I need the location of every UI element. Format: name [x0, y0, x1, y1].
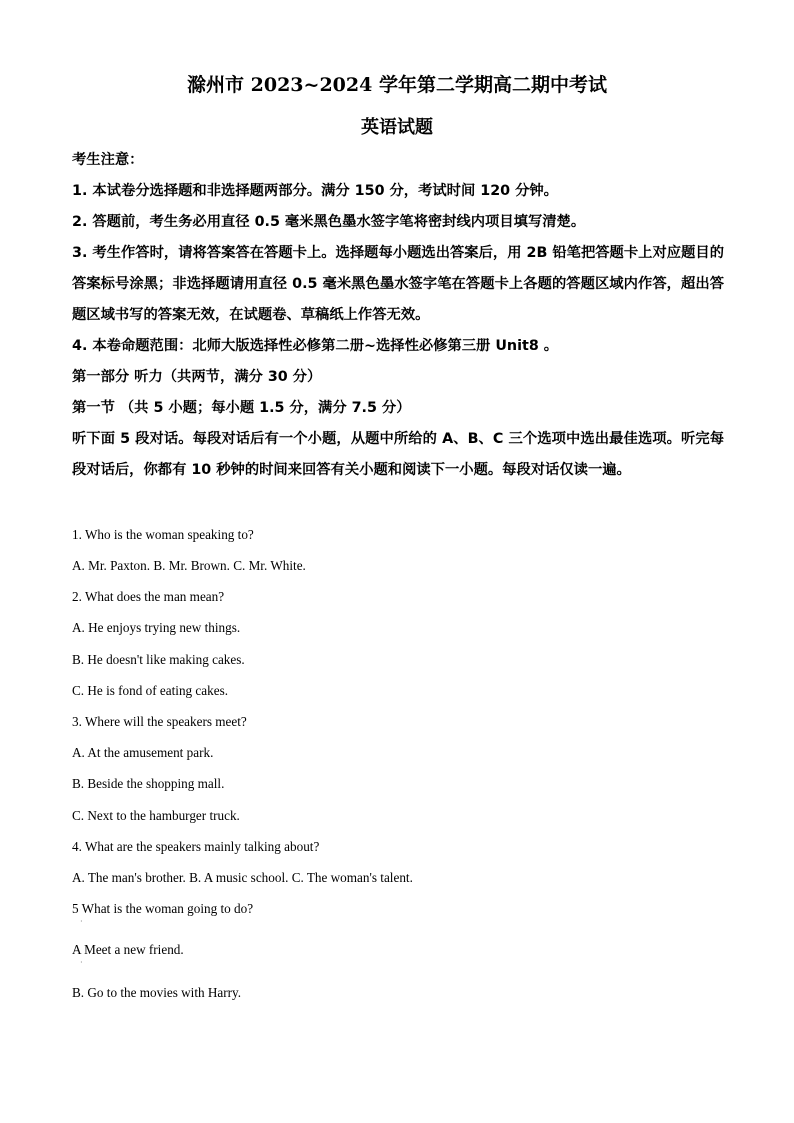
question-5-option-a: A Meet a new friend.: [72, 942, 184, 957]
exam-subtitle: 英语试题: [361, 117, 433, 138]
exam-title: 滁州市 2023~2024 学年第二学期高二期中考试: [187, 74, 607, 96]
notice-item-4: 4. 本卷命题范围：北师大版选择性必修第二册~选择性必修第三册 Unit8 。: [72, 338, 559, 354]
part1-heading: 第一部分 听力（共两节，满分 30 分）: [72, 369, 322, 385]
question-4-options: A. The man's brother. B. A music school. C. The woman's talent.: [72, 870, 413, 885]
question-1-options: A. Mr. Paxton. B. Mr. Brown. C. Mr. White.: [72, 558, 306, 573]
question-3-option-b: B. Beside the shopping mall.: [72, 776, 225, 791]
stray-mark: ·: [80, 958, 83, 967]
stray-mark: ·: [80, 917, 83, 926]
notice-item-3: 3. 考生作答时，请将答案答在答题卡上。选择题每小题选出答案后，用 2B 铅笔把答题卡上对应题目的答案标号涂黑；非选择题请用直径 0.5 毫米黑色墨水签字笔在答题卡上各题的答题区域内作答，超出答题区域书写的答案无效，在试题卷、草稿纸上作答无效。: [72, 245, 724, 323]
question-5: 5 What is the woman going to do?: [72, 901, 254, 916]
question-2-option-b: B. He doesn't like making cakes.: [72, 652, 245, 667]
question-3-option-a: A. At the amusement park.: [72, 745, 214, 760]
question-4: 4. What are the speakers mainly talking about?: [72, 839, 320, 854]
notice-heading: 考生注意：: [72, 152, 144, 168]
notice-item-1: 1. 本试卷分选择题和非选择题两部分。满分 150 分，考试时间 120 分钟。: [72, 183, 558, 199]
question-1: 1. Who is the woman speaking to?: [72, 527, 254, 542]
question-5-option-b: B. Go to the movies with Harry.: [72, 985, 242, 1000]
question-2: 2. What does the man mean?: [72, 589, 225, 604]
question-2-option-a: A. He enjoys trying new things.: [72, 620, 241, 635]
question-2-option-c: C. He is fond of eating cakes.: [72, 683, 229, 698]
listening-instructions: 听下面 5 段对话。每段对话后有一个小题，从题中所给的 A、B、C 三个选项中选出最佳选项。听完每段对话后，你都有 10 秒钟的时间来回答有关小题和阅读下一小题。每段对话仅读一遍。: [72, 431, 724, 478]
section1-heading: 第一节 （共 5 小题；每小题 1.5 分，满分 7.5 分）: [72, 400, 411, 416]
question-3: 3. Where will the speakers meet?: [72, 714, 247, 729]
question-3-option-c: C. Next to the hamburger truck.: [72, 808, 240, 823]
notice-item-2: 2. 答题前，考生务必用直径 0.5 毫米黑色墨水签字笔将密封线内项目填写清楚。: [72, 214, 586, 230]
